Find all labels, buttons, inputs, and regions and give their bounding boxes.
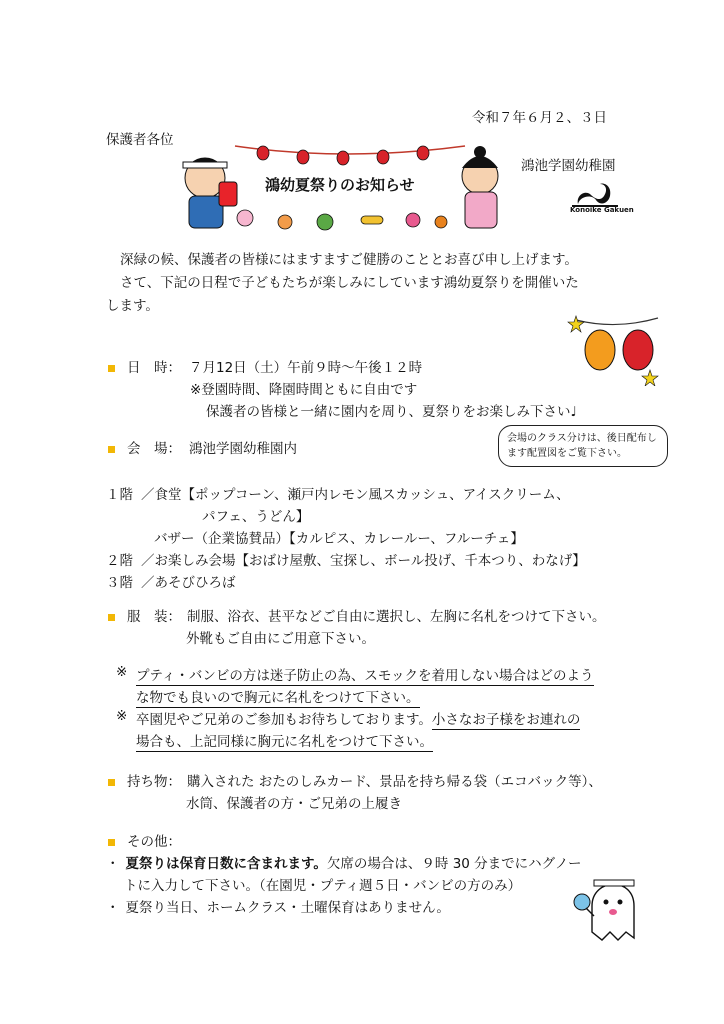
bullet-icon xyxy=(108,839,115,846)
note-2-line-1a: 卒園児やご兄弟のご参加もお待ちしております。 xyxy=(136,712,432,728)
note-2-line-1 xyxy=(136,708,580,728)
floor-2-label: ２階 xyxy=(106,553,133,569)
clothing-line-2: 外靴もご自由にご用意下さい。 xyxy=(186,631,375,647)
school-logo xyxy=(570,174,634,216)
ghost-mascot xyxy=(572,866,652,948)
clothing-line-1: 制服、浴衣、甚平などご自由に選択し、左胸に名札をつけて下さい。 xyxy=(187,609,606,625)
belongings-line-1: 購入された おたのしみカード、景品を持ち帰る袋（エコバック等）、 xyxy=(187,774,602,790)
clothing-row xyxy=(108,605,606,625)
belongings-row xyxy=(108,770,602,790)
other-row xyxy=(108,830,181,850)
floor-2-row xyxy=(106,549,586,569)
floor-3-line: ／あそびひろば xyxy=(141,575,236,591)
floor-1-row xyxy=(106,483,570,503)
floor-1-line-1: ／食堂【ポップコーン、瀬戸内レモン風スカッシュ、アイスクリーム、 xyxy=(141,487,570,503)
floor-1-line-3: バザー（企業協賛品）【カルピス、カレールー、フルーチェ】 xyxy=(154,531,524,547)
other-item-2 xyxy=(106,896,450,916)
floor-3-label: ３階 xyxy=(106,575,133,591)
other-item-1-rest: 欠席の場合は、９時 30 分までにハグノー xyxy=(326,856,582,872)
schedule-label: 日 時： xyxy=(127,360,181,376)
venue-speech-bubble: 会場のクラス分けは、後日配布します配置図をご覧下さい。 xyxy=(498,425,668,467)
other-item-1-line-2: トに入力して下さい。（在園児・プティ週５日・バンビの方のみ） xyxy=(124,878,522,894)
intro-line-3: します。 xyxy=(106,298,159,314)
bullet-icon xyxy=(108,614,115,621)
belongings-line-2: 水筒、保護者の方・ご兄弟の上履き xyxy=(186,796,402,812)
recipient: 保護者各位 xyxy=(106,132,174,148)
schedule-value: ７月12日（土）午前９時～午後１２時 xyxy=(189,360,423,376)
lantern-icon xyxy=(566,312,666,386)
schedule-note-1: ※登園時間、降園時間ともに自由です xyxy=(190,382,418,398)
floor-3-row xyxy=(106,571,236,591)
other-item-1 xyxy=(106,852,582,872)
note-2-mark: ※ xyxy=(116,708,128,724)
note-1-line-1: プティ・バンビの方は迷子防止の為、スモックを着用しない場合はどのよう xyxy=(136,664,594,686)
schedule-row xyxy=(108,356,422,376)
clothing-label: 服 装： xyxy=(127,609,181,625)
page-title: 鴻幼夏祭りのお知らせ xyxy=(265,176,415,194)
venue-value: 鴻池学園幼稚園内 xyxy=(189,441,297,457)
note-1-line-2: な物でも良いので胸元に名札をつけて下さい。 xyxy=(136,686,420,708)
other-dot: ・ xyxy=(106,900,120,916)
lantern-illustration xyxy=(566,312,666,386)
belongings-label: 持ち物： xyxy=(127,774,181,790)
floor-1-line-2: パフェ、うどん】 xyxy=(202,509,310,525)
intro-line-2: さて、下記の日程で子どもたちが楽しみにしています鴻幼夏祭りを開催いた xyxy=(120,275,579,291)
floor-2-line: ／お楽しみ会場【おばけ屋敷、宝探し、ボール投げ、千本つり、わなげ】 xyxy=(141,553,586,569)
logo-text: Konoike Gakuen xyxy=(570,206,634,214)
other-dot: ・ xyxy=(106,856,120,872)
note-1-mark: ※ xyxy=(116,664,128,680)
other-item-2-text: 夏祭り当日、ホームクラス・土曜保育はありません。 xyxy=(125,900,450,916)
note-2-line-2: 場合も、上記同様に胸元に名札をつけて下さい。 xyxy=(136,730,433,752)
other-label: その他： xyxy=(127,834,181,850)
note-2-line-1b: 小さなお子様をお連れの xyxy=(431,712,581,728)
ghost-icon xyxy=(572,866,652,948)
schedule-note-2: 保護者の皆様と一緒に園内を周り、夏祭りをお楽しみ下さい♩ xyxy=(206,404,577,420)
intro-line-1: 深緑の候、保護者の皆様にはますますご健勝のこととお喜び申し上げます。 xyxy=(120,252,578,268)
venue-label: 会 場： xyxy=(127,441,181,457)
bullet-icon xyxy=(108,365,115,372)
venue-row xyxy=(108,437,297,457)
floor-1-label: １階 xyxy=(106,487,133,503)
document-date: 令和７年６月２、３日 xyxy=(472,110,607,126)
other-item-1-bold: 夏祭りは保育日数に含まれます。 xyxy=(125,856,327,872)
festival-banner xyxy=(175,138,515,240)
bullet-icon xyxy=(108,779,115,786)
school-name: 鴻池学園幼稚園 xyxy=(521,158,616,174)
bullet-icon xyxy=(108,446,115,453)
